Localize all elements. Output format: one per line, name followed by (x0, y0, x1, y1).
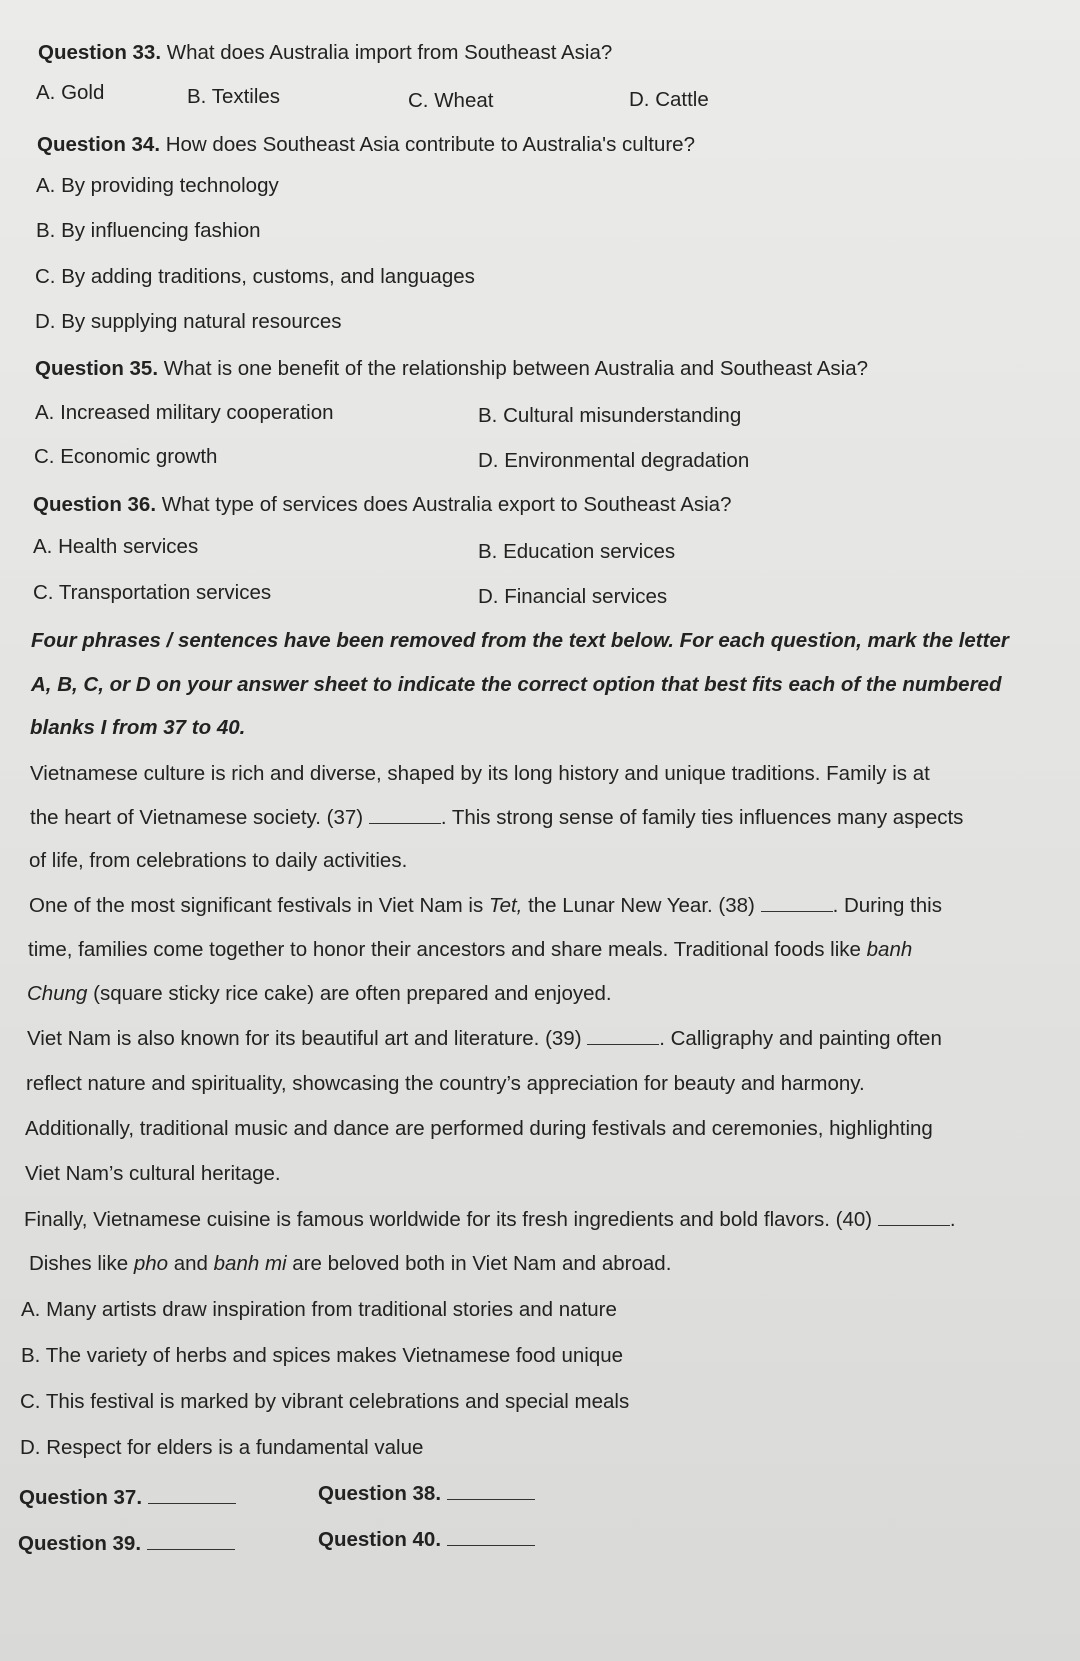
passage-p1-line-2a: the heart of Vietnamese society. (37) (30, 806, 369, 829)
question-34-text: How does Southeast Asia contribute to Australia's culture? (160, 133, 695, 156)
q35-option-d[interactable]: D. Environmental degradation (478, 449, 750, 472)
passage-p1-line-1: Vietnamese culture is rich and diverse, shaped by its long history and unique traditions. Family is at (30, 762, 930, 785)
passage-p4-line-1 (24, 1207, 956, 1233)
choice-a[interactable]: A. Many artists draw inspiration from traditional stories and nature (21, 1298, 617, 1321)
q35-option-b[interactable]: B. Cultural misunderstanding (478, 404, 742, 427)
question-35 (35, 356, 868, 382)
passage-p3-line-3: Additionally, traditional music and dance are performed during festivals and ceremonies, highlighting (25, 1117, 933, 1140)
answer-38[interactable] (318, 1481, 535, 1507)
passage-p4-line-2 (29, 1251, 671, 1277)
q36-option-c[interactable]: C. Transportation services (33, 581, 272, 604)
answer-38-label: Question 38. (318, 1482, 447, 1505)
q34-option-c[interactable]: C. By adding traditions, customs, and languages (35, 265, 475, 288)
answer-37-blank[interactable] (148, 1485, 236, 1504)
passage-p3-line-4: Viet Nam’s cultural heritage. (25, 1162, 281, 1185)
choice-d[interactable]: D. Respect for elders is a fundamental value (20, 1436, 424, 1459)
question-33-text: What does Australia import from Southeast Asia? (161, 41, 613, 64)
blank-40 (878, 1207, 950, 1226)
passage-p1-line-2b: . This strong sense of family ties influences many aspects (440, 806, 964, 829)
passage-p2-line-2 (28, 937, 912, 963)
q34-option-d[interactable]: D. By supplying natural resources (35, 310, 342, 333)
passage-p2-line-3 (27, 981, 612, 1007)
passage-p2-line-3: (square sticky rice cake) are often prepared and enjoyed. (87, 982, 612, 1005)
q36-option-b[interactable]: B. Education services (478, 540, 676, 563)
passage-p2-line-1a: One of the most significant festivals in Viet Nam is (29, 894, 489, 917)
q33-option-c[interactable]: C. Wheat (408, 89, 494, 112)
passage-chung: Chung (27, 982, 88, 1005)
choice-b[interactable]: B. The variety of herbs and spices makes Vietnamese food unique (21, 1344, 624, 1367)
q36-option-a[interactable]: A. Health services (33, 535, 199, 558)
passage-p4-line-2c: are beloved both in Viet Nam and abroad. (286, 1252, 672, 1275)
instructions-line-3: blanks I from 37 to 40. (30, 716, 246, 739)
answer-37-label: Question 37. (19, 1486, 148, 1509)
passage-p2-line-1c: . During this (832, 894, 942, 917)
q34-option-a[interactable]: A. By providing technology (36, 174, 279, 197)
q35-option-c[interactable]: C. Economic growth (34, 445, 218, 468)
passage-p3-line-1b: . Calligraphy and painting often (659, 1027, 942, 1050)
answer-38-blank[interactable] (447, 1481, 535, 1500)
passage-banh: banh (866, 938, 913, 961)
passage-p2-line-1 (29, 893, 942, 919)
answer-37[interactable] (19, 1485, 236, 1511)
passage-p4-line-1a: Finally, Vietnamese cuisine is famous worldwide for its fresh ingredients and bold flavors. (40) (24, 1208, 878, 1231)
q34-option-b[interactable]: B. By influencing fashion (36, 219, 261, 242)
q33-option-a[interactable]: A. Gold (36, 81, 105, 104)
question-34-label: Question 34. (37, 133, 161, 156)
q36-option-d[interactable]: D. Financial services (478, 585, 668, 608)
q33-option-d[interactable]: D. Cattle (629, 88, 709, 111)
passage-p1-line-3: of life, from celebrations to daily activities. (29, 849, 408, 872)
q35-option-a[interactable]: A. Increased military cooperation (35, 401, 334, 424)
question-35-label: Question 35. (35, 357, 159, 380)
answer-39[interactable] (18, 1531, 235, 1557)
answer-40-blank[interactable] (447, 1527, 535, 1546)
question-34 (37, 132, 695, 158)
question-36 (33, 492, 731, 518)
passage-p4-line-2a: Dishes like (29, 1252, 134, 1275)
answer-40[interactable] (318, 1527, 535, 1553)
passage-p2-line-2a: time, families come together to honor their ancestors and share meals. Traditional foods like (28, 938, 867, 961)
answer-40-label: Question 40. (318, 1528, 447, 1551)
instructions-line-1: Four phrases / sentences have been removed from the text below. For each question, mark the letter (31, 629, 1009, 652)
passage-p1-line-2 (30, 805, 963, 831)
question-36-text: What type of services does Australia export to Southeast Asia? (156, 493, 732, 516)
q33-option-b[interactable]: B. Textiles (187, 85, 281, 108)
answer-39-label: Question 39. (18, 1532, 147, 1555)
passage-banh-mi: banh mi (213, 1252, 287, 1275)
passage-p4-line-1b: . (949, 1208, 956, 1231)
passage-pho: pho (133, 1252, 169, 1275)
blank-38 (761, 893, 833, 912)
question-36-label: Question 36. (33, 493, 157, 516)
question-33 (38, 40, 612, 66)
passage-p2-line-1b: the Lunar New Year. (38) (522, 894, 761, 917)
question-35-text: What is one benefit of the relationship between Australia and Southeast Asia? (158, 357, 869, 380)
passage-tet: Tet, (488, 894, 523, 917)
instructions-line-2: A, B, C, or D on your answer sheet to indicate the correct option that best fits each of the numbered (31, 673, 1002, 696)
blank-37 (369, 805, 441, 824)
answer-39-blank[interactable] (147, 1531, 235, 1550)
blank-39 (587, 1026, 659, 1045)
passage-p3-line-1a: Viet Nam is also known for its beautiful art and literature. (39) (27, 1027, 588, 1050)
passage-p4-line-2b: and (168, 1252, 214, 1275)
choice-c[interactable]: C. This festival is marked by vibrant celebrations and special meals (20, 1390, 630, 1413)
passage-p3-line-1 (27, 1026, 942, 1052)
passage-p3-line-2: reflect nature and spirituality, showcasing the country’s appreciation for beauty and harmony. (26, 1072, 865, 1095)
question-33-label: Question 33. (38, 41, 162, 64)
